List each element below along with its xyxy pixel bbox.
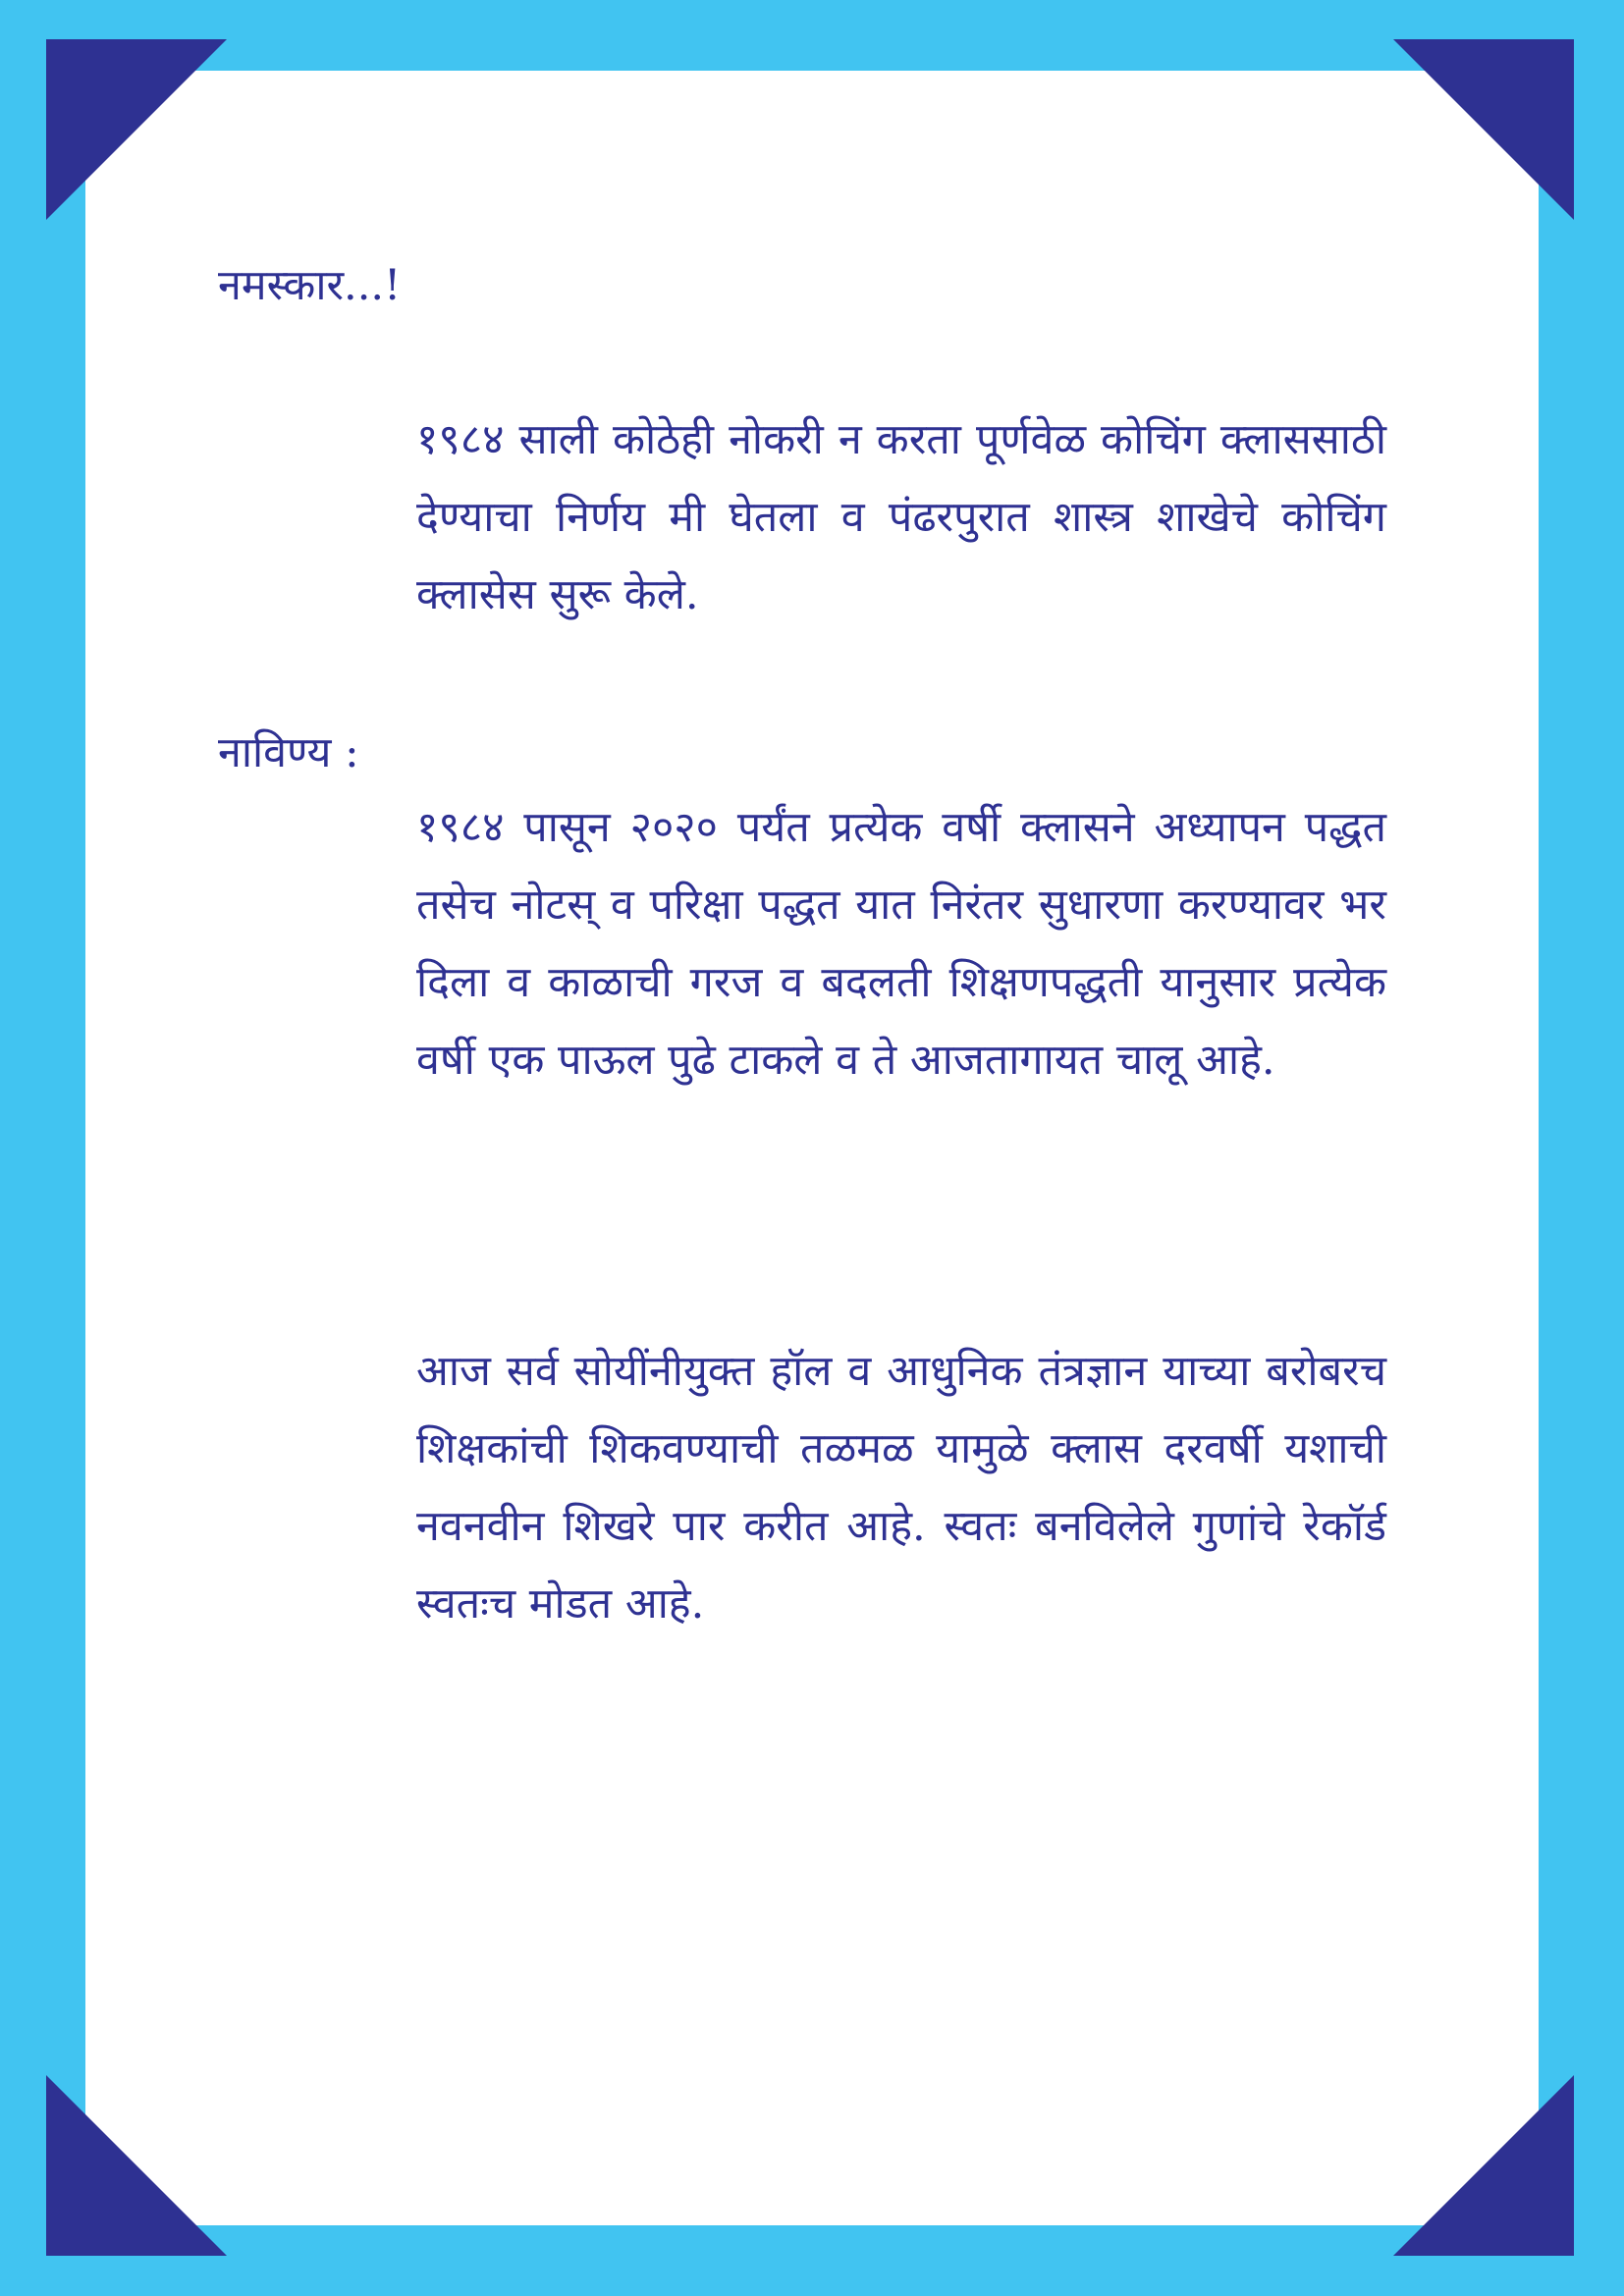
innovation-heading: नाविण्य : <box>218 728 359 777</box>
present-day-paragraph: आज सर्व सोयींनीयुक्त हॉल व आधुनिक तंत्रज्ञान याच्या बरोबरच शिक्षकांची शिकवण्याची तळमळ यामुळे क्लास दरवर्षी यशाची नवनवीन शिखरे पार करीत आहे. स्वतः बनविलेले गुणांचे रेकॉर्ड स्वतःच मोडत आहे. <box>416 1347 1386 1629</box>
letter-paper <box>85 71 1539 2225</box>
intro-paragraph: १९८४ साली कोठेही नोकरी न करता पूर्णवेळ कोचिंग क्लाससाठी देण्याचा निर्णय मी घेतला व पंढरपुरात शास्त्र शाखेचे कोचिंग क्लासेस सुरू केले. <box>416 415 1386 619</box>
greeting: नमस्कार...! <box>218 261 402 310</box>
innovation-paragraph: १९८४ पासून २०२० पर्यंत प्रत्येक वर्षी क्लासने अध्यापन पद्धत तसेच नोटस् व परिक्षा पद्धत यात निरंतर सुधारणा करण्यावर भर दिला व काळाची गरज व बदलती शिक्षणपद्धती यानुसार प्रत्येक वर्षी एक पाऊल पुढे टाकले व ते आजतागायत चालू आहे. <box>416 803 1386 1085</box>
